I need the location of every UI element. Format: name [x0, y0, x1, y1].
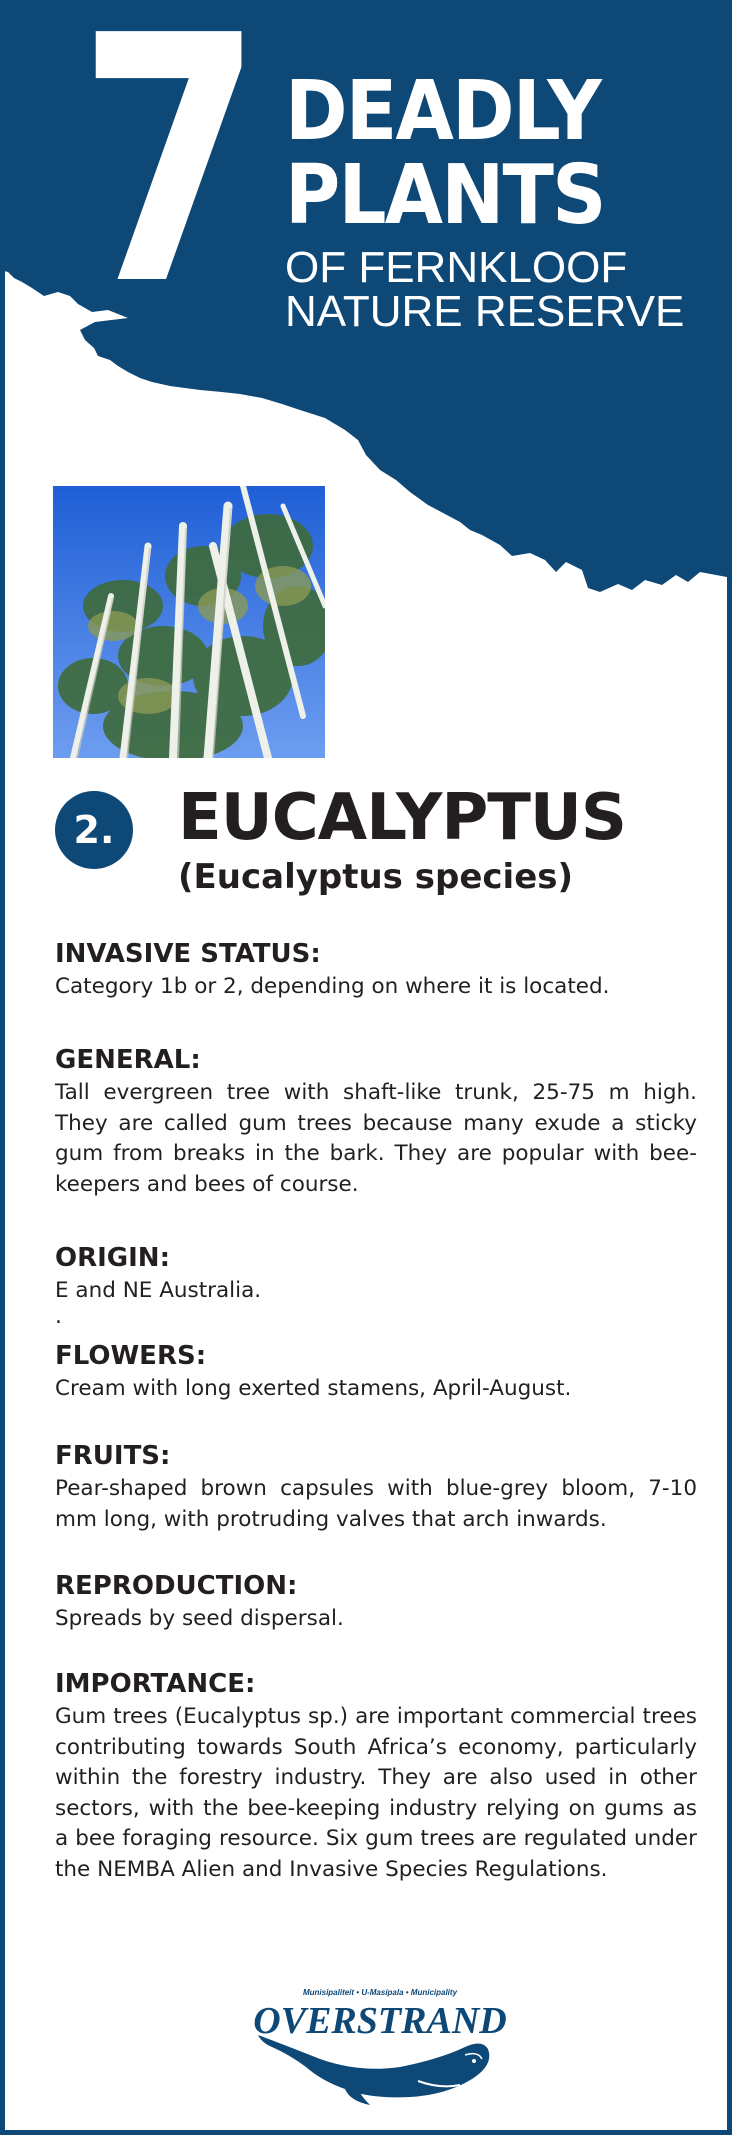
section-origin [55, 1242, 697, 1307]
section-text: Pear-shaped brown capsules with blue-grey bloom, 7-10 mm long, with protruding valves that arch inwards. [55, 1476, 697, 1532]
big-number-seven: 7 [78, 0, 257, 360]
section-heading: REPRODUCTION: [55, 1571, 298, 1601]
logo-name: OVERSTRAND [253, 2000, 507, 2042]
section-text: Gum trees (Eucalyptus sp.) are important commercial trees contributing towards South Africa’s economy, particularly within the forestry industry. They are also used in other sectors, with the bee-keeping industry relying on gums as a bee foraging resource. Six gum trees are regulated under the NEMBA Alien and Invasive Species Regulations. [55, 1704, 697, 1882]
plant-number-badge: 2. [55, 791, 133, 869]
section-text: Tall evergreen tree with shaft-like trunk, 25-75 m high. They are called gum trees because many exude a sticky gum from breaks in the bark. They are popular with bee-keepers and bees of course. [55, 1080, 697, 1197]
section-heading: FLOWERS: [55, 1341, 207, 1371]
subtitle-line-reserve: NATURE RESERVE [285, 287, 685, 336]
section-importance [55, 1668, 697, 1885]
subtitle-line-fernkloof: OF FERNKLOOF [285, 243, 628, 292]
section-flowers [55, 1340, 697, 1405]
section-fruits [55, 1440, 697, 1535]
stray-mark: . [55, 1304, 62, 1329]
section-text: E and NE Australia. [55, 1278, 262, 1303]
section-heading: FRUITS: [55, 1441, 171, 1471]
section-invasive-status [55, 938, 697, 1003]
overstrand-municipality-logo [250, 1985, 510, 2110]
section-text: Category 1b or 2, depending on where it is located. [55, 974, 610, 999]
eucalyptus-photo [53, 486, 325, 758]
plant-common-name: EUCALYPTUS [178, 781, 626, 855]
title-line-deadly: DEADLY [285, 64, 601, 159]
plant-scientific-name: (Eucalyptus species) [178, 857, 574, 897]
title-line-plants: PLANTS [285, 148, 605, 243]
section-heading: ORIGIN: [55, 1243, 170, 1273]
section-text: Cream with long exerted stamens, April-August. [55, 1376, 572, 1401]
section-reproduction [55, 1570, 697, 1635]
section-heading: INVASIVE STATUS: [55, 939, 321, 969]
logo-tagline: Munisipaliteit • U-Masipala • Municipality [302, 1988, 458, 1997]
section-text: Spreads by seed dispersal. [55, 1606, 344, 1631]
section-heading: IMPORTANCE: [55, 1669, 256, 1699]
section-heading: GENERAL: [55, 1045, 201, 1075]
whale-logo-icon [250, 1985, 510, 2110]
eucalyptus-trees-image [53, 486, 325, 758]
section-general [55, 1044, 697, 1200]
poster-title [285, 64, 705, 336]
